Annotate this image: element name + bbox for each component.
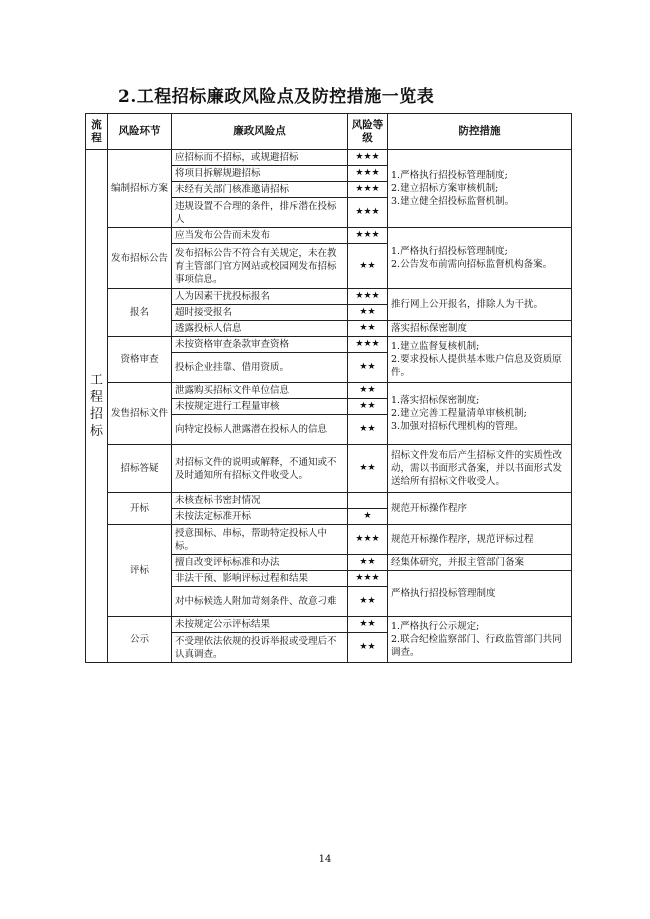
measure-line: 1.严格执行招投标管理制度; (391, 170, 508, 181)
measure-line: 1.建立监督复核机制; (391, 341, 480, 352)
risk-level-stars: ★★ (348, 353, 388, 383)
risk-cell: 超时接受报名 (172, 305, 348, 321)
risk-level-stars: ★★★ (348, 525, 388, 555)
risk-level-stars: ★★★ (348, 166, 388, 182)
measure-line: 2.建立招标方案审核机制; (391, 183, 499, 194)
risk-level-stars: ★★ (348, 587, 388, 617)
measure-cell (388, 445, 572, 493)
risk-cell: 未按规定公示评标结果 (172, 617, 348, 633)
risk-level-stars: ★★★ (348, 289, 388, 305)
measure-line: 2.建立完善工程量清单审核机制; (391, 408, 527, 419)
measure-cell (388, 555, 572, 571)
risk-level-stars: ★★ (348, 555, 388, 571)
measure-line: 2.要求投标人提供基本账户信息及资质原件。 (391, 354, 562, 378)
measure-cell (388, 228, 572, 289)
risk-level-stars: ★★ (348, 383, 388, 399)
measure-cell (388, 289, 572, 321)
risk-level-stars: ★★ (348, 445, 388, 493)
risk-cell: 未按资格审查条款审查资格 (172, 337, 348, 353)
measure-line: 推行网上公开报名，排除人为干扰。 (391, 299, 544, 310)
risk-level-stars: ★★★ (348, 571, 388, 587)
risk-level-stars: ★★ (348, 633, 388, 663)
table-row (86, 228, 572, 244)
header-risk: 廉政风险点 (172, 114, 348, 150)
risk-cell: 向特定投标人泄露潜在投标人的信息 (172, 415, 348, 445)
measure-line: 2.联合纪检监察部门、行政监管部门共同调查。 (391, 634, 562, 658)
table-row (86, 525, 572, 555)
stage-cell: 资格审查 (108, 337, 172, 383)
risk-cell: 未按规定进行工程量审核 (172, 399, 348, 415)
table-row (86, 150, 572, 166)
page-number: 14 (318, 854, 332, 865)
risk-cell: 对中标候选人附加苛刻条件、故意刁难 (172, 587, 348, 617)
table-row (86, 383, 572, 399)
risk-level-stars: ★★ (348, 244, 388, 289)
measure-line: 规范开标操作程序 (391, 503, 468, 514)
measure-line: 规范开标操作程序，规范评标过程 (391, 534, 534, 545)
table-body (86, 150, 572, 663)
risk-cell: 不受理依法依规的投诉举报或受理后不认真调查。 (172, 633, 348, 663)
risk-cell: 违规设置不合理的条件，排斥潜在投标人 (172, 198, 348, 228)
measure-cell (388, 337, 572, 383)
measure-cell (388, 571, 572, 617)
risk-level-stars: ★★ (348, 305, 388, 321)
risk-level-stars: ★★★ (348, 337, 388, 353)
measure-line: 经集体研究，并报主管部门备案 (391, 557, 525, 568)
measure-line: 3.加强对招标代理机构的管理。 (391, 421, 524, 432)
header-flow: 流程 (86, 114, 108, 150)
risk-level-stars: ★ (348, 509, 388, 525)
risk-level-stars: ★★ (348, 415, 388, 445)
risk-level-stars (348, 493, 388, 509)
risk-cell: 未按法定标准开标 (172, 509, 348, 525)
risk-cell: 非法干预、影响评标过程和结果 (172, 571, 348, 587)
risk-cell: 人为因素干扰投标报名 (172, 289, 348, 305)
stage-cell: 报名 (108, 289, 172, 337)
risk-cell: 透露投标人信息 (172, 321, 348, 337)
measure-line: 1.落实招标保密制度; (391, 395, 480, 406)
header-measure: 防控措施 (388, 114, 572, 150)
risk-cell: 授意围标、串标，帮助特定投标人中标。 (172, 525, 348, 555)
page-title: 2.工程招标廉政风险点及防控措施一览表 (118, 87, 435, 107)
table-row (86, 445, 572, 493)
measure-cell (388, 150, 572, 228)
measure-line: 1.严格执行招投标管理制度; (391, 246, 508, 257)
risk-cell: 应招标而不招标，或规避招标 (172, 150, 348, 166)
measure-line: 严格执行招投标管理制度 (391, 588, 496, 599)
risk-cell: 对招标文件的说明或解释，不通知或不及时通知所有招标文件收受人。 (172, 445, 348, 493)
table-row (86, 337, 572, 353)
risk-level-stars: ★★ (348, 399, 388, 415)
measure-line: 3.建立健全招投标监督机制。 (391, 196, 515, 207)
measure-cell (388, 493, 572, 525)
header-row (86, 114, 572, 150)
table-row (86, 617, 572, 633)
flow-cell (86, 150, 108, 663)
measure-cell (388, 525, 572, 555)
table-row (86, 493, 572, 509)
risk-cell: 投标企业挂靠、借用资质。 (172, 353, 348, 383)
risk-level-stars: ★★ (348, 321, 388, 337)
stage-cell: 发布招标公告 (108, 228, 172, 289)
risk-cell: 泄露购买招标文件单位信息 (172, 383, 348, 399)
header-stage: 风险环节 (108, 114, 172, 150)
stage-cell: 招标答疑 (108, 445, 172, 493)
measure-line: 1.严格执行公示规定; (391, 621, 480, 632)
measure-cell (388, 383, 572, 445)
measure-line: 落实招标保密制度 (391, 323, 468, 334)
risk-level-stars: ★★★ (348, 182, 388, 198)
stage-cell: 开标 (108, 493, 172, 525)
risk-cell: 未经有关部门核准邀请招标 (172, 182, 348, 198)
stage-cell: 公示 (108, 617, 172, 663)
risk-cell: 擅自改变评标标准和办法 (172, 555, 348, 571)
risk-cell: 将项目拆解规避招标 (172, 166, 348, 182)
measure-cell (388, 617, 572, 663)
stage-cell: 发售招标文件 (108, 383, 172, 445)
risk-cell: 未核查标书密封情况 (172, 493, 348, 509)
risk-level-stars: ★★★ (348, 150, 388, 166)
measure-line: 招标文件发布后产生招标文件的实质性改动，需以书面形式备案，并以书面形式发送给所有招标文件收受人。 (391, 450, 563, 487)
flow-label: 工程招标 (90, 373, 104, 439)
stage-cell: 编制招标方案 (108, 150, 172, 228)
risk-level-stars: ★★★ (348, 198, 388, 228)
table-row (86, 289, 572, 305)
risk-level-stars: ★★ (348, 617, 388, 633)
measure-line: 2.公告发布前需向招标监督机构备案。 (391, 259, 553, 270)
measure-cell (388, 321, 572, 337)
risk-table (85, 113, 572, 663)
risk-cell: 发布招标公告不符合有关规定，未在教育主管部门官方网站或校园网发布招标事项信息。 (172, 244, 348, 289)
header-level: 风险等级 (348, 114, 388, 150)
stage-cell: 评标 (108, 525, 172, 617)
risk-level-stars: ★★★ (348, 228, 388, 244)
risk-cell: 应当发布公告而未发布 (172, 228, 348, 244)
